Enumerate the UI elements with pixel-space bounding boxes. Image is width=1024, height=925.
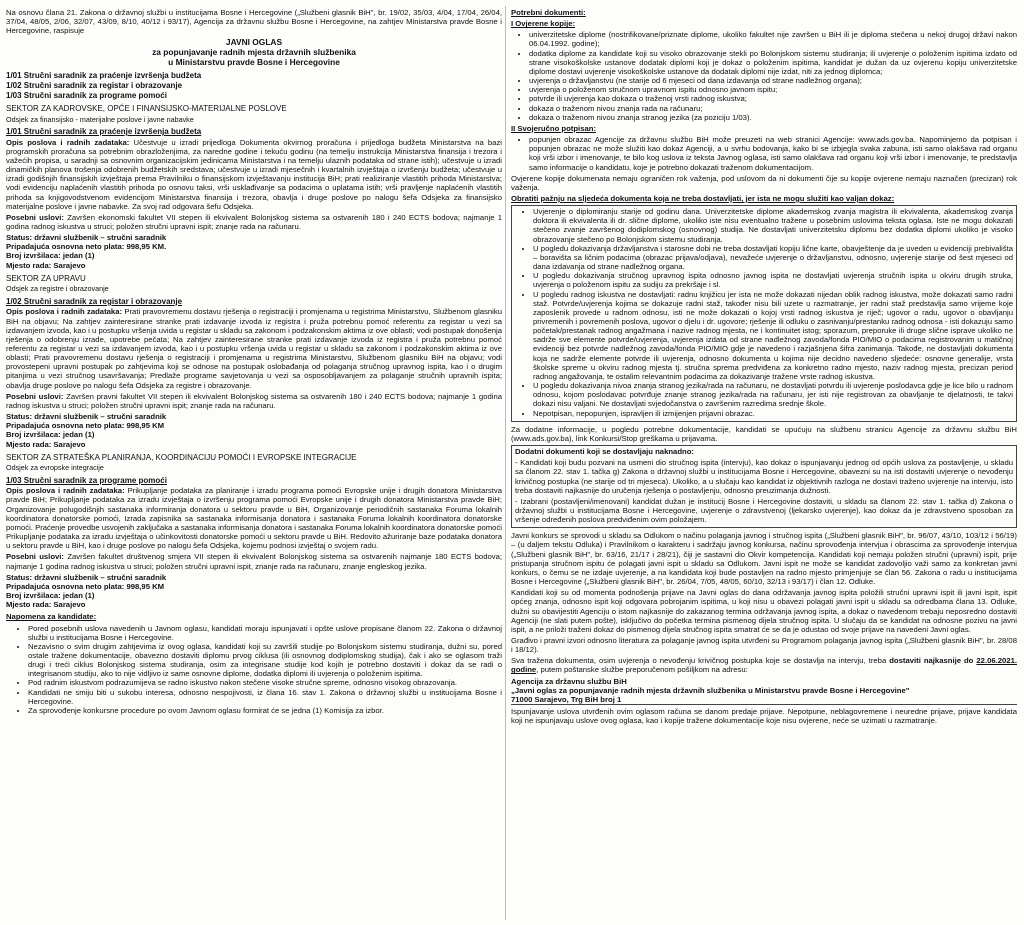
position-title: 1/03 Stručni saradnik za programe pomoći xyxy=(6,475,167,485)
position-title: 1/01 Stručni saradnik za praćenje izvršenja budžeta xyxy=(6,127,202,137)
list-item: • U pogledu radnog iskustva ne dostavljati: radnu knjižicu jer ista ne može dokazati nijedan oblik radnog iskustva, može dokazati samo radni staž. Potvrde/uvjerenja kojima se dokazuje radni staž, također nisu bili uzete u razmatranje, jer radni staž predstavlja samo vrijeme koje zaposlenik provede u radnom odnosu, isti ne može dokazati o kojoj vrsti radnog iskustva je riječ; ugovor o radu, ugovor o obavljanju privremenih i povremenih poslova, ugovor o djelu i dr. ugovore; rješenje ili odluku o zasnivanju/prestanku radnog odnosa - isti dokazuju samo početak/prestanak radnog angažmana i nazive radnog mjesta, ne i kontinuitet istog; sporazum, preporuke ili druge slične isprave ukoliko ne sadrže sve elemente potvrde/uvjerenja, uvjerenja izdata od strane nadležnog zavoda/fonda PIO/MIO o podacima registrovanim u matičnoj evidenciji bez potvrde nadležnog zavoda/fonda PIO/MIO gdje je navedeno i razjašnjena šifra zanimanja. Takođe, ne dostavljati dokumenta koja ne sadrže elemente potvrde ili uvjerenja, odnosno dokumenta u kojima nije decidno navedeno sljedeće: osnovne generalije, vrsta školske spreme u okviru radnog mjesta tj. stručna sprema predviđena za konkretno radno mjesto, naziv radnog mjesta, precizan period radnog angažovanja, te ostalim relevantnim podacima za dokazivanje tražene vrste radnog iskustva. xyxy=(533,290,1013,382)
duties-text: Učestvuje u izradi prijedloga Dokumenta okvirnog proračuna i prijedloga budžeta Ministarstva na bazi programskih proračuna sa potrebnim obrazloženjima, za naredne godine i tekuću godinu (na temelju instrukcija Ministarstva finansija i trezora i važećih propisa, u saradnji sa osnovnim organizacijskim jedinicama Ministarstva i na temelju ulaznih podataka od strane istih); učestvuje u izradi dinamičkih planova trošenja odobrenih budžetskih sredstava; učestvuje u izradi mjesečnih i kvartalnih izvještaja o izvršenju budžeta; učestvuje u izradi godišnjih finansijskih izvještaja prema Pravilniku o finansijskom izvještavanju institucija BiH; prati realiziranje vlastitih prihoda Ministarstva; vodi evidenciju naplaćenih vlastitih prihoda po osnovu taksi, vrši usklađivanje sa podacima o uplatama istih; vrši pravljenje naplaćenih vlastitih prihoda sa knjigovodstvenom evidencijom Ministarstva finansija i trezora, obavlja i druge poslove po nalogu šefa Odsjeka za finansijsko materijalne poslove i javne nabavke. Za svoj rad odgovara šefu Odsjeka. xyxy=(6,137,503,211)
position-requirements xyxy=(6,392,502,410)
candidates-paragraph: Kandidati koji su od momenta podnošenja prijave na Javni oglas do dana održavanja javnog ispita položili stručni upravni ispit ili javni ispit, ispit općeg znanja, odnosno ispit koji odgovara pobrojanim ispitima, u koji nisu u obavezi polagati javni ispit u skladu sa odredbama člana 13. Odluke, dužni su obavijestiti Agenciju o istom najkasnije do zakazanog termina održavanja javnog ispita, a dokaz o navedenom trebaju neposredno dostaviti Agenciji (ne slati putem pošte), isključivo do početka termina pismenog dijela stručnog ispita. U slučaju da se kandidat na odnosne pozivu na javni ispit, a ne priloži traženi dokaz do pismenog dijela stručnog ispita smatrat će se da je odustao od svoje prijave na navedeni Javni oglas. xyxy=(511,588,1017,634)
list-item: • dokaza o traženom nivou znanja stranog jezika (za poziciju 1/03). xyxy=(529,113,1017,122)
right-column xyxy=(511,8,1017,727)
title-line-1: JAVNI OGLAS xyxy=(225,37,283,48)
department-heading: Odsjek za finansijsko - materijalne poslove i javne nabavke xyxy=(6,114,194,124)
column-divider xyxy=(505,6,506,920)
sector-heading: SEKTOR ZA STRATEŠKA PLANIRANJA, KOORDINACIJU POMOĆI I EVROPSKE INTEGRACIJE xyxy=(6,452,357,462)
requirements-label: Posebni uslovi: xyxy=(6,552,64,562)
list-item: • popunjen obrazac Agencije za državnu službu BiH može preuzeti na web stranici Agencije: www.ads.gov.ba. Napominjemo da potpisan i popunjen obrazac ne može služiti kao dokaz Agenciji, a u svrhu bodovanja, kako bi se izbjegla svaka zabuna, isti samo olakšava rad organu koji vrši izbor i imenovanje, te bilo kog uslova iz teksta Javnog oglasa, isti samo olakšava rad organu koji vrši izbor i imenovanje, te predstavlja samo informacije o kandidatu, koje je potrebno dokazati traženom dokumentacijom. xyxy=(529,135,1017,172)
note-item: • Pod radnim iskustvom podrazumijeva se radno iskustvo nakon stečene visoke stručne spreme, odnosno visokog obrazovanja. xyxy=(28,678,502,687)
announcement-title xyxy=(6,37,502,67)
list-item: • U pogledu dokazivanja državljanstva i starosne dobi ne treba dostavljati kopiju lične karte, obavještenje da je uveden u evidenciji prebivališta – boravišta sa ličnim podacima (obrazac prijava/odjava), nevažeće uvjerenje o državljanstvu, odnosno, uvjerenje starije od šest mjeseci od dana izdavanja od strane nadležnog organa. xyxy=(533,244,1013,271)
address-line: 71000 Sarajevo, Trg BiH broj 1 xyxy=(511,695,1017,705)
signed-form-list xyxy=(511,135,1017,172)
note-item: • Nezavisno o svim drugim zahtjevima iz ovog oglasa, kandidati koji su završili studije po Bolonjskom sistemu studiranja, dužni su, pored ostale tražene dokumentacije, obavezno dostaviti diplomu prvog ciklusa (ili osnovnog dodiplomskog studija), čak i ako se oglasom traži drugi i treći ciklus Bolonjskog sistema studiranja, osim za integrisane studije kod kojih je potrebno dostaviti i dokaz da se radi o integrisanom studiju, ako to nije vidljivo iz same osnovne diplome, dodatka diplomi ili uvjerenja o položenim ispitima. xyxy=(28,642,502,679)
position-status: Status: državni službenik – stručni saradnik xyxy=(6,233,167,243)
deadline-paragraph xyxy=(511,656,1017,674)
validity-paragraph: Ovjerene kopije dokumenata nemaju ograničen rok važenja, pod uslovom da ni dokumenti čije su kopije ovjerene nemaju naznačen (precizan) rok važenja. xyxy=(511,173,1017,192)
requirements-label: Posebni uslovi: xyxy=(6,212,64,222)
signed-form-heading: II Svojeručno potpisan: xyxy=(511,123,596,133)
deadline-text-c: , putem poštanske službe preporučenom pošiljkom na adresu: xyxy=(536,665,748,675)
left-column xyxy=(6,8,502,717)
title-line-2: za popunjavanje radnih mjesta državnih službenika xyxy=(152,47,356,58)
position-place: Mjesto rada: Sarajevo xyxy=(6,600,86,610)
requirements-text: Završen ekonomski fakultet VII stepen ili ekvivalent Bolonjskog sistema sa ostvarenih 180 i 240 ECTS bodova; najmanje 1 godina radnog iskustva u struci; položen stručni upravni ispit; znanje rada na računaru. xyxy=(6,212,503,232)
department-heading: Odsjek za evropske integracije xyxy=(6,463,104,473)
deadline-date: 22.06.2021. godine xyxy=(511,656,1018,675)
attention-heading: Obratiti pažnju na sljedeća dokumenta koja ne treba dostavljati, jer ista ne mogu služiti kao valjan dokaz: xyxy=(511,193,895,203)
list-item: • univerzitetske diplome (nostrifikovane/priznate diplome, ukoliko fakultet nije završen u BiH ili je diploma stečena u nekoj drugoj državi nakon 06.04.1992. godine); xyxy=(529,30,1017,48)
position-place: Mjesto rada: Sarajevo xyxy=(6,260,86,270)
certified-copies-heading: I Ovjerene kopije: xyxy=(511,19,576,29)
position-count: Broj izvršilaca: jedan (1) xyxy=(6,591,95,601)
position-place: Mjesto rada: Sarajevo xyxy=(6,439,86,449)
list-item: • dodatka diplome za kandidate koji su visoko obrazovanje stekli po Bolonjskom sistemu studiranja; ili uvjerenje o položenim ispitima izdato od strane visokoškolske ustanove dodatak diplomi koji je dokaz o položenim ispitima, kandidat je dužan da uz ovjerenu kopiju univerzitetske diplome dostavi uvjerenje visokoškolske ustanove da dodatak diplomi nije izdat, niti za jednog diplomca; xyxy=(529,49,1017,76)
note-item: • Za sprovođenje konkursne procedure po ovom Javnom oglasu formirat će se jedna (1) Komisija za izbor. xyxy=(28,706,502,715)
sector-heading: SEKTOR ZA UPRAVU xyxy=(6,273,86,283)
position-salary: Pripadajuća osnovna neto plata: 998,95 KM. xyxy=(6,242,167,252)
attention-list xyxy=(515,207,1013,418)
postal-address xyxy=(511,677,1017,705)
position-status: Status: državni službenik – stručni saradnik xyxy=(6,572,167,582)
position-duties xyxy=(6,138,502,211)
more-info-paragraph: Za dodatne informacije, u pogledu potrebne dokumentacije, kandidati se upućuju na službenu stranicu Agencije za državnu službu BiH (www.ads.gov.ba), link Konkursi/Stop greškama u prijavama. xyxy=(511,424,1017,443)
list-item: • Uvjerenje o diplomiranju starije od godinu dana. Univerzitetske diplome akademskog zvanja magistra ili ekvivalenta, akademskog zvanja doktora ili ekvivalenta ili dr. slične diplome, ukoliko iste nisu eventualno tražene u posebnim uslovima teksta oglasa. Iste ne mogu dokazati stečeno zvanje završenog dodiplomskog (osnovnog) studija. Ne dostavljati univerzitetsku diplomu bez dodatka diplomi ukoliko je visoko obrazovanje stečeno po Bolonjskom sistemu studiranja. xyxy=(533,207,1013,244)
positions-list xyxy=(6,71,502,100)
deadline-text-a: Sva tražena dokumenta, osim uvjerenja o nevođenju krivičnog postupka koje se dostavlja na intervju, treba xyxy=(511,656,890,666)
sector-heading: SEKTOR ZA KADROVSKE, OPĆE I FINANSIJSKO-MATERIJALNE POSLOVE xyxy=(6,104,287,114)
duties-text: Prikupljanje podataka za planiranje i izradu programa pomoći Evropske unije i drugih donatora Ministarstva pravde BiH; Prikupljanje podataka za izradu izvještaja o izvršenju programa pomoći Evropske unije i drugih donatora Ministarstva pravde BiH; Organizovanje polugodišnjih sastanaka informiranja donatora u sektoru pravde u BiH, Organizovanje periodičnih sastanaka Foruma lokalnih koordinatora donatorske pomoći, Izrada zapisnika sa sastanaka informisanja donatora i sastanaka Foruma lokalnih koordinatora donatorske pomoći. Praćenje provedbe usvojenih zaključaka a sastanaka informisanja donatora i sastanaka Foruma lokalnih koordinatora donatorske pomoći Prikupljanje podataka za izradu izvještaja o učinkovitosti donatorske pomoći u sektoru pravde u BiH. Redovito ažuriranje baze podataka donatora u sektoru pravde u BiH, kao i druge poslove po nalogu šefa Odsjeka, kojemu podnosi izvještaj o svojem radu. xyxy=(6,486,503,551)
position-duties xyxy=(6,307,502,389)
list-item: • U pogledu dokazivanja stručnog upravnog ispita odnosno javnog ispita ne dostavljati uvjerenja stručnih ispita u okviru drugih struka, uvjerenja o položenom ispitu za sudiju za prekršaje i sl. xyxy=(533,271,1013,289)
note-item: • Kandidati ne smiju biti u sukobu interesa, odnosno nespojivosti, iz člana 16. stav 1. Zakona o državnoj službi u institucijama Bosne i Hercegovine. xyxy=(28,688,502,706)
list-item: • uvjerenja o položenom stručnom upravnom ispitu odnosno javnom ispitu; xyxy=(529,85,1017,94)
positions-list-item: 1/03 Stručni saradnik za programe pomoći xyxy=(6,90,167,100)
deadline-text-b: dostaviti najkasnije do xyxy=(889,656,974,666)
documents-heading: Potrebni dokumenti: xyxy=(511,8,586,17)
notes-heading: Napomena za kandidate: xyxy=(6,612,97,622)
final-paragraph: Ispunjavanje uslova utvrđenih ovim oglasom računa se danom predaje prijave. Nepotpune, neblagovremene i neuredne prijave, prijave kandidata koji ne ispunjavaju uslove ovog oglasa, kao i kopije tražene dokumentacije koje nisu ovjerene, neće se uzimati u razmatranje. xyxy=(511,707,1017,726)
position-duties xyxy=(6,486,502,550)
title-line-3: u Ministarstvu pravde Bosne i Hercegovine xyxy=(168,57,340,68)
position-requirements xyxy=(6,552,502,570)
requirements-label: Posebni uslovi: xyxy=(6,391,64,401)
positions-list-item: 1/02 Stručni saradnik za registar i obrazovanje xyxy=(6,80,183,90)
list-item: • dokaza o traženom nivou znanja rada na računaru; xyxy=(529,104,1017,113)
position-count: Broj izvršilaca: jedan (1) xyxy=(6,430,95,440)
list-item: • Nepotpisan, nepopunjen, ispravljen ili izmijenjen prijavni obrazac. xyxy=(533,409,1013,418)
subsequent-docs-item: - Kandidati koji budu pozvani na usmeni dio stručnog ispita (intervju), kao dokaz o ispunjavanju jednog od općih uslova za postavljenje, u skladu sa članom 22. stav 1. tačka g) Zakona o državnoj službi u institucijama Bosne i Hercegovine, obavezni su na isti dostaviti uvjerenje o nevođenju krivičnog postupka (ne starije od tri mjeseca). Ukoliko, a u slučaju kao kandidat iz objektivnih razloga ne dostavi traženo uvjerenje na intervju, isto treba dostaviti najkasnije do uručenja rješenja o postavljenju, odnosno preuzimanja dužnosti. xyxy=(515,458,1013,495)
note-item: • Pored posebnih uslova navedenih u Javnom oglasu, kandidati moraju ispunjavati i opšte uslove propisane članom 22. Zakona o državnoj službi u institucijama Bosne i Hercegovine. xyxy=(28,624,502,642)
position-status: Status: državni službenik – stručni saradnik xyxy=(6,412,167,422)
exam-paragraph: Javni konkurs se sprovodi u skladu sa Odlukom o načinu polaganja javnog i stručnog ispita („Službeni glasnik BiH", br. 96/07, 43/10, 103/12 i 56/19) – (u daljem tekstu Odluka) i Pravilnikom o karakteru i sadržaju javnog konkursa, načinu sprovođenja intervjua i obrascima za sprovođenje intervjua („Službeni glasnik BiH", br. 63/16, 21/17 i 28/21), čiji je sastavni dio Okvir kompetencija. Kandidati koji nemaju položen stručni (upravni) ispit, prije pristupanja stručnom ispitu će polagati javni ispit u skladu sa Odlukom. Javni ispit ne može se kandidat zadovoljio važi samo za konkretan javni konkurs, o čemu se ne izdaje uvjerenje, a na kandidata koji bude postavljen na radno mjesto primjenjuje se član 56. Zakona o radu u institucijama Bosne i Hercegovine („Službeni glasnik BiH", br. 26/04, 7/05, 48/05, 60/10, 32/13 i 93/17) i član 12. Odluke. xyxy=(511,531,1017,587)
certified-copies-list xyxy=(511,30,1017,122)
attention-box xyxy=(511,205,1017,422)
duties-label: Opis poslova i radnih zadataka: xyxy=(6,137,130,147)
list-item: • uvjerenja o državljanstvu (ne starije od 6 mjeseci od dana izdavanja od strane nadležnog organa); xyxy=(529,76,1017,85)
notes-list xyxy=(6,624,502,716)
position-requirements xyxy=(6,213,502,231)
intro-paragraph: Na osnovu člana 21. Zakona o državnoj službi u institucijama Bosne i Hercegovine („Službeni glasnik BiH", br. 19/02, 35/03, 4/04, 17/04, 26/04, 37/04, 48/05, 2/06, 32/07, 43/09, 8/10, 40/12 i 93/17), Agencija za državnu službu Bosne i Hercegovine, na zahtjev Ministarstva pravde Bosne i Hercegovine, raspisuje xyxy=(6,8,502,36)
duties-label: Opis poslova i radnih zadataka: xyxy=(6,307,123,317)
subsequent-docs-heading: Dodatni dokumenti koji se dostavljaju naknadno: xyxy=(515,447,694,457)
address-line: „Javni oglas za popunjavanje radnih mjesta državnih službenika u Ministarstvu pravde Bosne i Hercegovine" xyxy=(511,685,910,695)
list-item: • U pogledu dokazivanja nivoa znanja stranog jezika/rada na računaru, ne dostavljati potvrdu ili uvjerenje poslodavca gdje je lice bilo u radnom odnosu, kojom poslodavac potvrđuje znanje stranog jezika/rada na računaru, jer isti nije registrovan za obavljanje te djelatnosti, te takvi dokazi nisu valjani. Ne dostavljati svjedočanstva o završenim razredima srednje škole. xyxy=(533,381,1013,408)
duties-text: Prati pravovremenu dostavu rješenja o registraciji i promjenama u registrima Ministarstvu, Službenom glasniku BiH na objavu; Na zahtjev zainteresirane stranke prati izdavanje izvoda iz registra i pruža potrebnu pomoć referentu za registar u vezi sa izdavanjem izvoda, kao i u postupku vršenja uvida u registar u skladu sa zakonom i podzakonskim aktima iz ove oblasti; vodi postupak donošenja rješenja o odobrenju izrade, upotrebe pečata; Na zahtjev zainteresirane stranke prati izdavanje izvoda iz registra i pruža potrebnu pomoć referentu za registar u vezi sa izdavanjem izvoda, kao i u postupku vršenja uvida u registar u skladu sa zakonom i podzakonskim aktima iz ove oblasti; Prati pravovremenu dostavu rješenja o registraciji i promjenama u registrima Ministarstvu, Službenom glasniku BiH na objavu; vodi provostepeni upravni postupak po zahtjevima koji se odnose na postupak oslobađanja od polaganja stručnog upravnog ispita, kao i o drugim pitanjima u vezi stručnog usavršavanja; Predlaže programe savjetovanja u vezi sa osposobljavanjem za polaganje stručnih upravnih ispita; obavlja druge poslove po nalogu šefa Odsjeka za registre i obrazovanje. xyxy=(6,307,502,390)
department-heading: Odsjek za registre i obrazovanje xyxy=(6,284,109,294)
requirements-text: Završen fakultet društvenog smjera VII stepen ili ekvivalent Bolonjskog sistema sa ostvarenih najmanje 180 ECTS bodova; najmanje 1 godina radnog iskustva u struci; položen stručni upravni ispit, znanje rada na računaru, znanje engleskog jezika. xyxy=(6,552,503,571)
subsequent-docs-box xyxy=(511,445,1017,528)
list-item: • potvrde ili uvjerenja kao dokaza o traženoj vrsti radnog iskustva; xyxy=(529,94,1017,103)
position-salary: Pripadajuća osnovna neto plata: 998,95 KM xyxy=(6,581,165,591)
address-line: Agencija za državnu službu BiH xyxy=(511,676,627,686)
duties-label: Opis poslova i radnih zadataka: xyxy=(6,486,125,496)
position-count: Broj izvršilaca: jedan (1) xyxy=(6,251,95,261)
sources-paragraph: Građivo i pravni izvori odnosno literatura za polaganje javnog ispita utvrđeni su Programom polaganja javnog ispita („Službeni glasnik BiH", br. 28/08 i 18/12). xyxy=(511,636,1017,655)
position-title: 1/02 Stručni saradnik za registar i obrazovanje xyxy=(6,296,183,306)
requirements-text: Završen pravni fakultet VII stepen ili ekvivalent Bolonjskog sistema sa ostvarenih 180 i 240 ECTS bodova; najmanje 1 godina radnog iskustva u struci; položen stručni upravni ispit; znanje rada na računaru. xyxy=(6,391,502,410)
position-salary: Pripadajuća osnovna neto plata: 998,95 KM xyxy=(6,421,165,431)
positions-list-item: 1/01 Stručni saradnik za praćenje izvršenja budžeta xyxy=(6,71,202,81)
subsequent-docs-item: - Izabrani (postavljeni/imenovani) kandidat dužan je institucij Bosne i Hercegovine dostaviti, u skladu sa članom 22. stav 1. tačka d) Zakona o državnoj službi u institucijama Bosne i Hercegovine, uvjerenje o zdravstvenoj (ljekarsko uvjerenje), kao dokaz da je zdravstveno sposoban za vršenje određenih poslova predviđenim ovim položajem. xyxy=(515,496,1013,525)
